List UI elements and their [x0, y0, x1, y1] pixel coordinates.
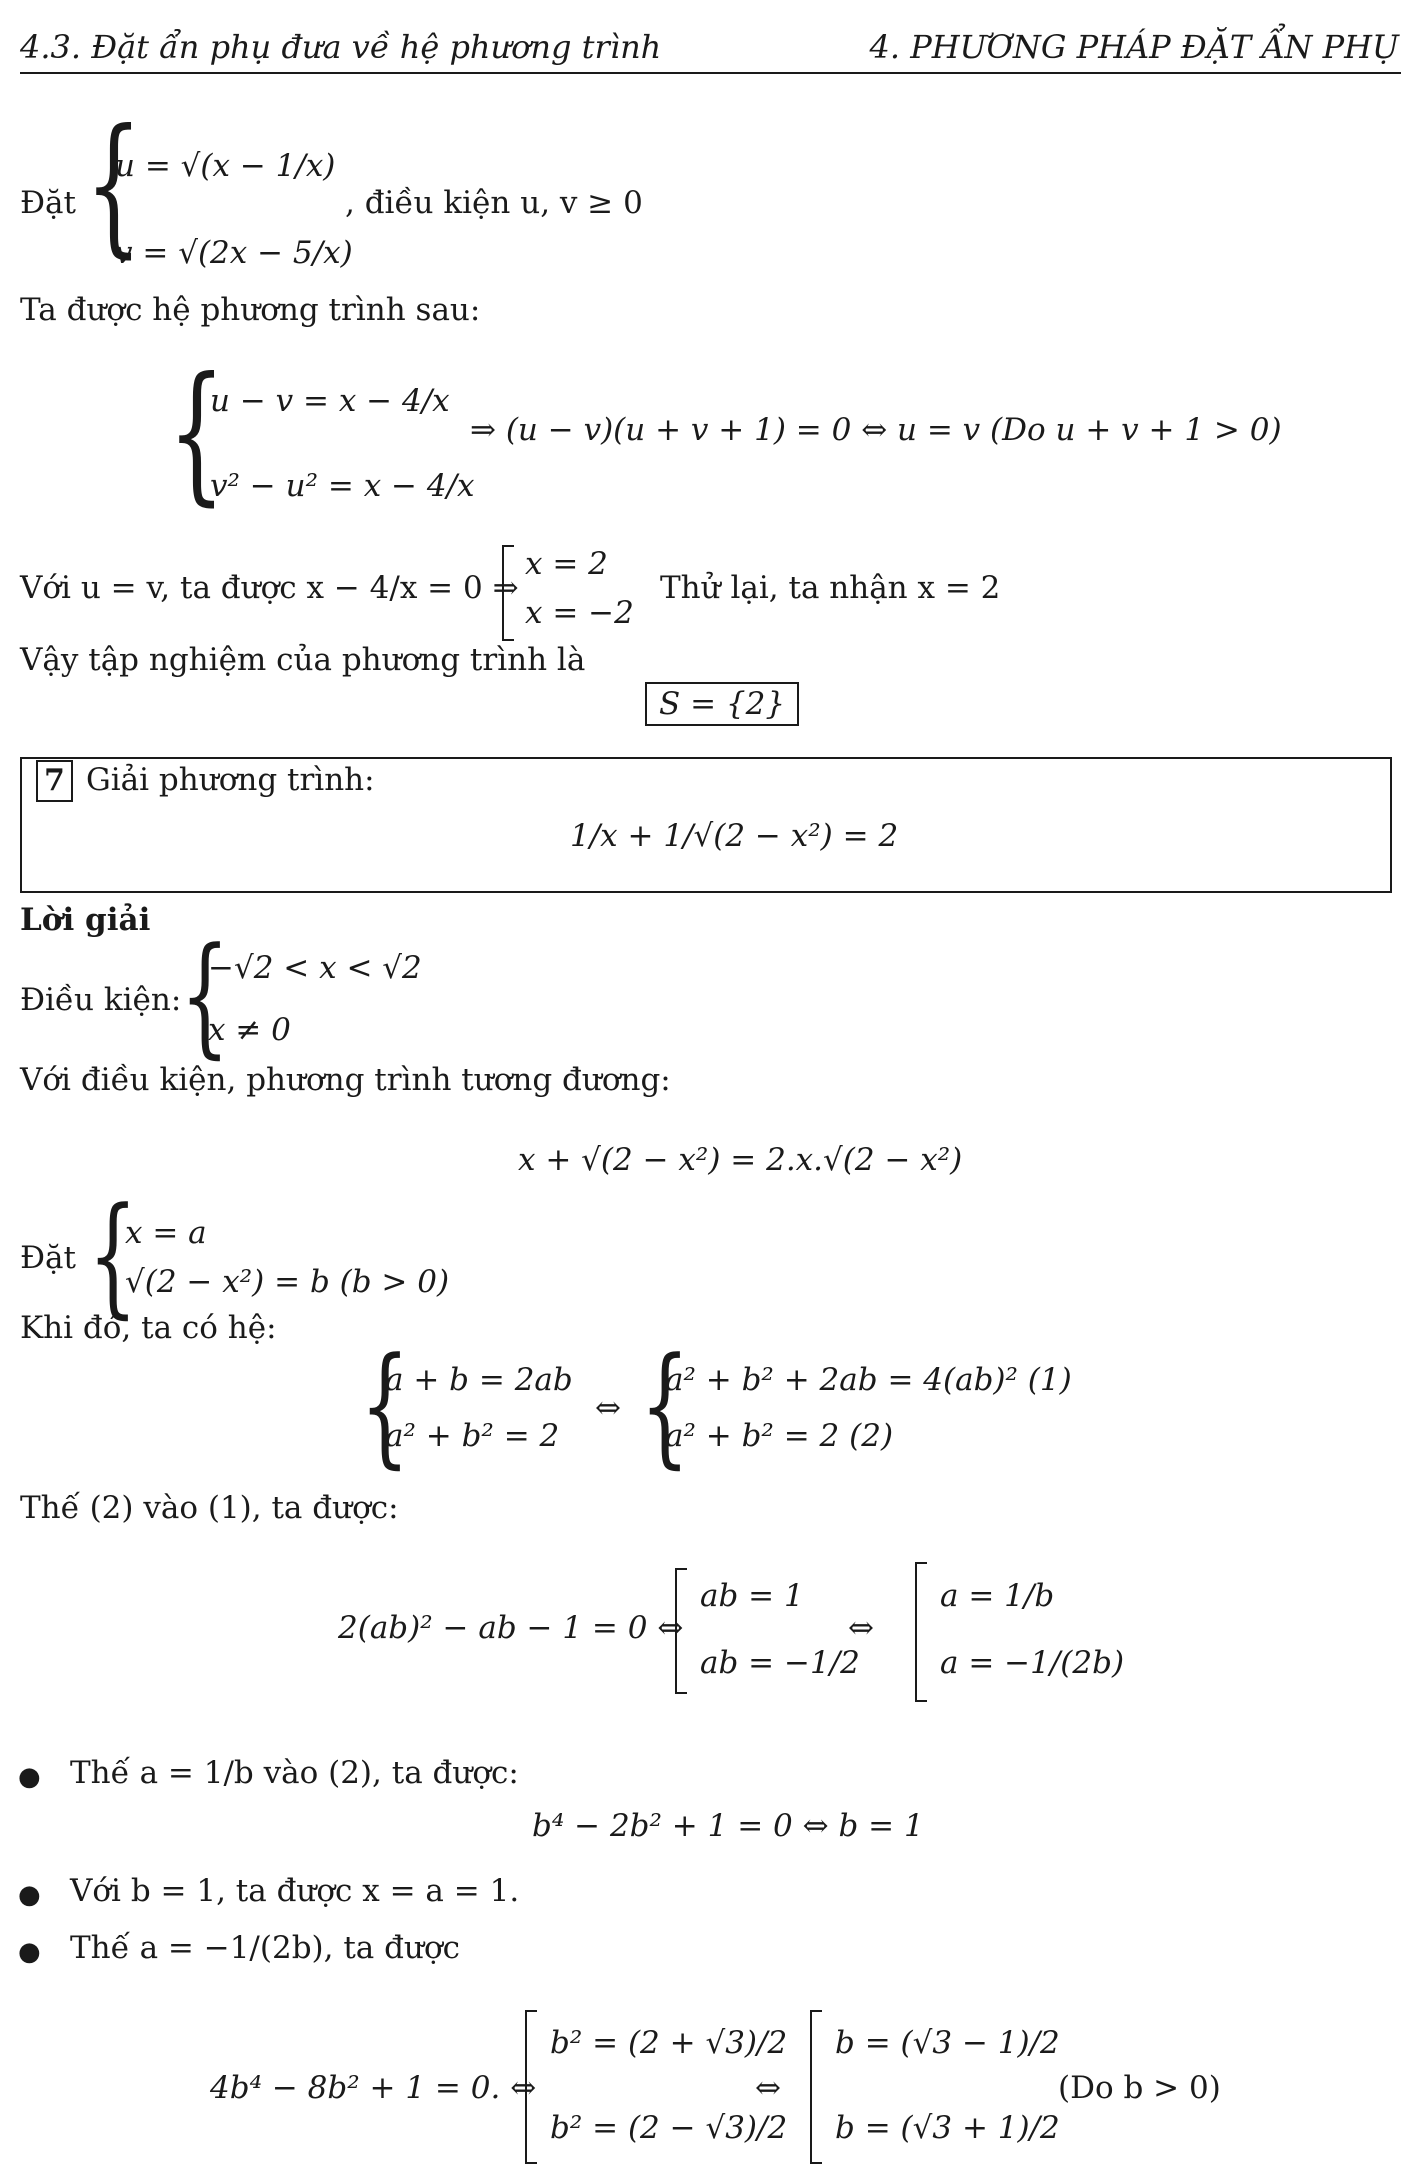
- condition-uv: , điều kiện u, v ≥ 0: [345, 185, 643, 221]
- bracket-roots: [502, 545, 514, 641]
- bullet-1-text: Thế a = 1/b vào (2), ta được:: [70, 1755, 519, 1791]
- a-solution-1: a = 1/b: [940, 1578, 1055, 1614]
- check-result: Thử lại, ta nhận x = 2: [660, 570, 1001, 606]
- problem-prompt: Giải phương trình:: [86, 762, 375, 798]
- condition-2: x ≠ 0: [208, 1012, 291, 1048]
- b-solution-2: b = (√3 + 1)/2: [835, 2110, 1060, 2146]
- system-intro: Ta được hệ phương trình sau:: [20, 292, 481, 328]
- condition-1: −√2 < x < √2: [208, 950, 422, 986]
- substitution-2: √(2 − x²) = b (b > 0): [125, 1264, 450, 1300]
- system-left-1: a + b = 2ab: [385, 1362, 573, 1398]
- u-definition: u = √(x − 1/x): [115, 148, 336, 184]
- bracket-a: [915, 1562, 927, 1702]
- bullet-2-text: Với b = 1, ta được x = a = 1.: [70, 1873, 520, 1909]
- running-header-chapter: 4. PHƯƠNG PHÁP ĐẶT ẨN PHỤ: [869, 28, 1399, 66]
- bullet-1-equation: b⁴ − 2b² + 1 = 0 ⇔ b = 1: [532, 1808, 924, 1844]
- b-squared-2: b² = (2 − √3)/2: [550, 2110, 788, 2146]
- solution-heading: Lời giải: [20, 902, 151, 938]
- bullet-2: ●: [18, 1880, 41, 1910]
- system-right-1: a² + b² + 2ab = 4(ab)² (1): [665, 1362, 1072, 1398]
- equivalence-sign-2: ⇔: [848, 1610, 874, 1646]
- root-2: x = −2: [525, 595, 634, 631]
- brace-substitution: {: [88, 1179, 138, 1331]
- system-eq-2: v² − u² = x − 4/x: [210, 468, 475, 504]
- ab-solution-1: ab = 1: [700, 1578, 804, 1614]
- system-right-2: a² + b² = 2 (2): [665, 1418, 894, 1454]
- header-rule: [20, 72, 1401, 74]
- dat-label-2: Đặt: [20, 1240, 76, 1276]
- v-definition: v = √(2x − 5/x): [115, 235, 353, 271]
- khi-do-text: Khi đó, ta có hệ:: [20, 1310, 277, 1346]
- brace-uv: {: [85, 98, 143, 272]
- bullet-1: ●: [18, 1762, 41, 1792]
- bracket-b: [810, 2010, 822, 2164]
- equivalence-sign-3: ⇔: [755, 2070, 781, 2106]
- problem-number: 7: [36, 760, 73, 802]
- implication: ⇒ (u − v)(u + v + 1) = 0 ⇔ u = v (Do u + v + 1 > 0): [470, 412, 1282, 448]
- final-note: (Do b > 0): [1058, 2070, 1221, 2106]
- with-u-equals-v: Với u = v, ta được x − 4/x = 0 ⇒: [20, 570, 519, 606]
- bullet-3-text: Thế a = −1/(2b), ta được: [70, 1930, 460, 1966]
- answer-box: S = {2}: [645, 682, 799, 726]
- root-1: x = 2: [525, 546, 608, 582]
- equivalence-intro: Với điều kiện, phương trình tương đương:: [20, 1062, 671, 1098]
- bullet-3: ●: [18, 1937, 41, 1967]
- substitution-1: x = a: [125, 1215, 207, 1251]
- running-header-section: 4.3. Đặt ẩn phụ đưa về hệ phương trình: [20, 28, 662, 66]
- brace-conditions: {: [180, 919, 230, 1071]
- dat-label-1: Đặt: [20, 185, 76, 221]
- bracket-b-squared: [525, 2010, 537, 2164]
- quadratic-ab: 2(ab)² − ab − 1 = 0 ⇔: [338, 1610, 684, 1646]
- problem-equation: 1/x + 1/√(2 − x²) = 2: [570, 818, 899, 854]
- brace-system-1: {: [168, 346, 226, 520]
- brace-system-left: {: [360, 1329, 410, 1481]
- substitution-intro: Thế (2) vào (1), ta được:: [20, 1490, 399, 1526]
- a-solution-2: a = −1/(2b): [940, 1645, 1125, 1681]
- condition-label: Điều kiện:: [20, 982, 182, 1018]
- b-squared-1: b² = (2 + √3)/2: [550, 2025, 788, 2061]
- ab-solution-2: ab = −1/2: [700, 1645, 860, 1681]
- system-eq-1: u − v = x − 4/x: [210, 383, 450, 419]
- b-solution-1: b = (√3 − 1)/2: [835, 2025, 1060, 2061]
- conclusion-text: Vậy tập nghiệm của phương trình là: [20, 642, 586, 678]
- bracket-ab: [675, 1568, 687, 1694]
- system-left-2: a² + b² = 2: [385, 1418, 560, 1454]
- equivalence-sign: ⇔: [595, 1390, 621, 1426]
- equivalent-equation: x + √(2 − x²) = 2.x.√(2 − x²): [518, 1142, 963, 1178]
- final-equation: 4b⁴ − 8b² + 1 = 0. ⇔: [210, 2070, 537, 2106]
- brace-system-right: {: [640, 1329, 690, 1481]
